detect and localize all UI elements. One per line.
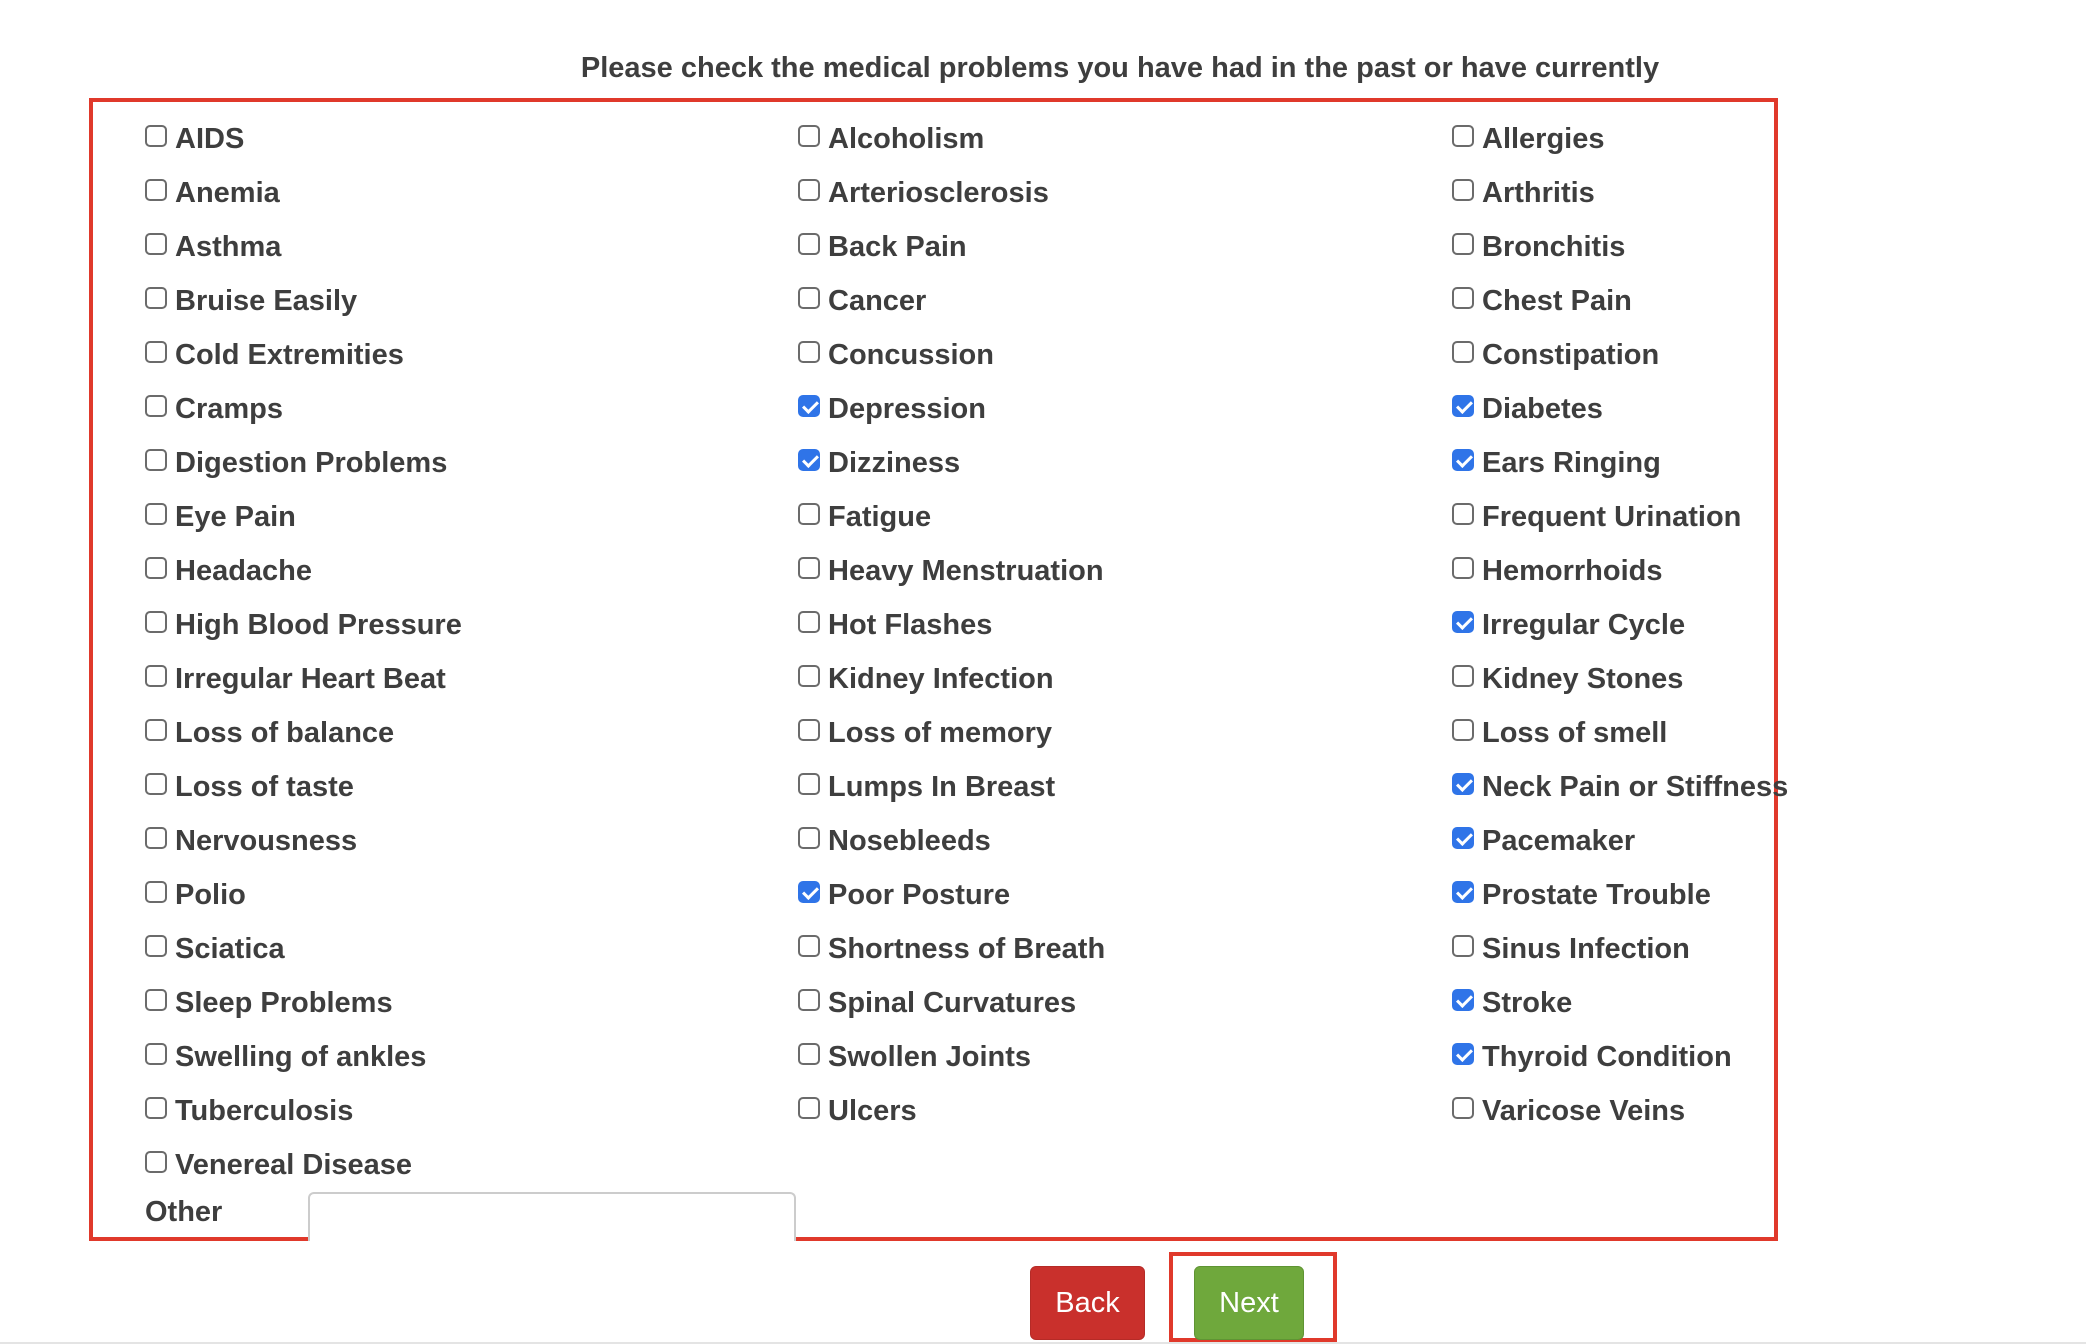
- condition-option-nervousness[interactable]: [145, 814, 462, 868]
- condition-option-loss-of-taste[interactable]: [145, 760, 462, 814]
- checkbox-label: Dizziness: [828, 446, 961, 479]
- checkbox[interactable]: [798, 125, 820, 147]
- condition-option-concussion[interactable]: [798, 328, 1105, 382]
- condition-option-stroke[interactable]: [1452, 976, 1788, 1030]
- checkbox-label: Digestion Problems: [175, 446, 448, 479]
- checkbox-label: Pacemaker: [1482, 824, 1636, 857]
- condition-option-irregular-cycle[interactable]: [1452, 598, 1788, 652]
- checkbox[interactable]: [1452, 989, 1474, 1011]
- condition-option-poor-posture[interactable]: [798, 868, 1105, 922]
- checkbox-label: Alcoholism: [828, 122, 985, 155]
- checkbox[interactable]: [145, 125, 167, 147]
- condition-option-ears-ringing[interactable]: [1452, 436, 1788, 490]
- checkbox[interactable]: [798, 341, 820, 363]
- condition-option-diabetes[interactable]: [1452, 382, 1788, 436]
- checkbox-label: Loss of balance: [175, 716, 395, 749]
- checkbox-label: Cramps: [175, 392, 283, 425]
- condition-option-cold-extremities[interactable]: [145, 328, 462, 382]
- page-heading: Please check the medical problems you have had in the past or have currently: [580, 52, 1660, 84]
- condition-option-venereal-disease[interactable]: [145, 1138, 462, 1192]
- condition-option-bronchitis[interactable]: [1452, 220, 1788, 274]
- condition-option-shortness-of-breath[interactable]: [798, 922, 1105, 976]
- checkbox-label: Irregular Cycle: [1482, 608, 1686, 641]
- checkbox[interactable]: [1452, 125, 1474, 147]
- condition-option-arthritis[interactable]: [1452, 166, 1788, 220]
- checkbox-label: Polio: [175, 878, 246, 911]
- checkbox-label: AIDS: [175, 122, 245, 155]
- condition-column-2: [798, 112, 1105, 1138]
- condition-option-loss-of-memory[interactable]: [798, 706, 1105, 760]
- other-label: Other: [145, 1196, 223, 1228]
- checkbox-label: Headache: [175, 554, 313, 587]
- checkbox-label: Hemorrhoids: [1482, 554, 1663, 587]
- checkbox-label: Varicose Veins: [1482, 1094, 1686, 1127]
- condition-option-asthma[interactable]: [145, 220, 462, 274]
- condition-option-back-pain[interactable]: [798, 220, 1105, 274]
- condition-option-nosebleeds[interactable]: [798, 814, 1105, 868]
- condition-option-allergies[interactable]: [1452, 112, 1788, 166]
- checkbox[interactable]: [798, 503, 820, 525]
- condition-option-loss-of-smell[interactable]: [1452, 706, 1788, 760]
- other-input[interactable]: [308, 1192, 796, 1241]
- checkbox[interactable]: [1452, 233, 1474, 255]
- checkbox[interactable]: [798, 881, 820, 903]
- checkbox-label: Cold Extremities: [175, 338, 404, 371]
- condition-option-sciatica[interactable]: [145, 922, 462, 976]
- checkbox-label: Poor Posture: [828, 878, 1011, 911]
- condition-option-dizziness[interactable]: [798, 436, 1105, 490]
- condition-option-high-blood-pressure[interactable]: [145, 598, 462, 652]
- checkbox[interactable]: [1452, 881, 1474, 903]
- condition-option-swelling-of-ankles[interactable]: [145, 1030, 462, 1084]
- checkbox-label: Kidney Stones: [1482, 662, 1684, 695]
- condition-option-depression[interactable]: [798, 382, 1105, 436]
- checkbox[interactable]: [145, 341, 167, 363]
- checkbox[interactable]: [798, 1097, 820, 1119]
- checkbox-label: Frequent Urination: [1482, 500, 1742, 533]
- checkbox[interactable]: [145, 773, 167, 795]
- checkbox-label: Chest Pain: [1482, 284, 1632, 317]
- checkbox-label: Shortness of Breath: [828, 932, 1106, 965]
- condition-column-3: [1452, 112, 1788, 1138]
- checkbox-label: Allergies: [1482, 122, 1605, 155]
- checkbox[interactable]: [1452, 503, 1474, 525]
- checkbox[interactable]: [145, 449, 167, 471]
- checkbox-label: Heavy Menstruation: [828, 554, 1104, 587]
- checkbox-label: High Blood Pressure: [175, 608, 462, 641]
- checkbox-label: Depression: [828, 392, 986, 425]
- condition-option-thyroid-condition[interactable]: [1452, 1030, 1788, 1084]
- condition-option-alcoholism[interactable]: [798, 112, 1105, 166]
- next-button[interactable]: Next: [1194, 1266, 1304, 1340]
- checkbox-label: Cancer: [828, 284, 927, 317]
- checkbox[interactable]: [145, 827, 167, 849]
- checkbox-label: Nervousness: [175, 824, 358, 857]
- checkbox-label: Nosebleeds: [828, 824, 991, 857]
- checkbox-label: Arthritis: [1482, 176, 1595, 209]
- condition-option-pacemaker[interactable]: [1452, 814, 1788, 868]
- checkbox[interactable]: [145, 395, 167, 417]
- condition-option-irregular-heart-beat[interactable]: [145, 652, 462, 706]
- condition-column-1: [145, 112, 462, 1192]
- condition-option-eye-pain[interactable]: [145, 490, 462, 544]
- checkbox[interactable]: [1452, 1097, 1474, 1119]
- checkbox-label: Sciatica: [175, 932, 285, 965]
- checkbox-label: Diabetes: [1482, 392, 1603, 425]
- checkbox-label: Tuberculosis: [175, 1094, 354, 1127]
- checkbox-label: Swollen Joints: [828, 1040, 1032, 1073]
- condition-option-aids[interactable]: [145, 112, 462, 166]
- condition-option-headache[interactable]: [145, 544, 462, 598]
- checkbox-label: Prostate Trouble: [1482, 878, 1711, 911]
- condition-option-tuberculosis[interactable]: [145, 1084, 462, 1138]
- checkbox-label: Sinus Infection: [1482, 932, 1690, 965]
- condition-option-digestion-problems[interactable]: [145, 436, 462, 490]
- checkbox[interactable]: [798, 611, 820, 633]
- checkbox[interactable]: [145, 233, 167, 255]
- checkbox-label: Venereal Disease: [175, 1148, 413, 1181]
- checkbox[interactable]: [145, 557, 167, 579]
- checkbox-label: Asthma: [175, 230, 282, 263]
- checkbox-label: Bronchitis: [1482, 230, 1626, 263]
- condition-option-chest-pain[interactable]: [1452, 274, 1788, 328]
- checkbox[interactable]: [145, 881, 167, 903]
- checkbox-label: Loss of taste: [175, 770, 354, 803]
- checkbox-label: Stroke: [1482, 986, 1573, 1019]
- checkbox-label: Concussion: [828, 338, 994, 371]
- checkbox-label: Spinal Curvatures: [828, 986, 1077, 1019]
- checkbox[interactable]: [145, 1043, 167, 1065]
- checkbox[interactable]: [145, 1097, 167, 1119]
- checkbox-label: Thyroid Condition: [1482, 1040, 1732, 1073]
- checkbox[interactable]: [1452, 395, 1474, 417]
- checkbox[interactable]: [1452, 719, 1474, 741]
- checkbox[interactable]: [1452, 557, 1474, 579]
- checkbox[interactable]: [1452, 611, 1474, 633]
- checkbox-label: Lumps In Breast: [828, 770, 1056, 803]
- condition-option-kidney-infection[interactable]: [798, 652, 1105, 706]
- checkbox[interactable]: [145, 287, 167, 309]
- checkbox[interactable]: [798, 449, 820, 471]
- checkbox[interactable]: [145, 611, 167, 633]
- checkbox[interactable]: [145, 935, 167, 957]
- checkbox[interactable]: [1452, 449, 1474, 471]
- checkbox-label: Kidney Infection: [828, 662, 1054, 695]
- checkbox[interactable]: [1452, 827, 1474, 849]
- checkbox[interactable]: [798, 1043, 820, 1065]
- checkbox[interactable]: [1452, 935, 1474, 957]
- condition-option-prostate-trouble[interactable]: [1452, 868, 1788, 922]
- checkbox[interactable]: [798, 665, 820, 687]
- checkbox-label: Hot Flashes: [828, 608, 993, 641]
- checkbox[interactable]: [798, 827, 820, 849]
- checkbox[interactable]: [798, 233, 820, 255]
- checkbox-label: Swelling of ankles: [175, 1040, 427, 1073]
- checkbox[interactable]: [1452, 773, 1474, 795]
- checkbox[interactable]: [1452, 1043, 1474, 1065]
- condition-option-hemorrhoids[interactable]: [1452, 544, 1788, 598]
- condition-option-cramps[interactable]: [145, 382, 462, 436]
- checkbox-label: Bruise Easily: [175, 284, 358, 317]
- condition-option-swollen-joints[interactable]: [798, 1030, 1105, 1084]
- checkbox-label: Ears Ringing: [1482, 446, 1661, 479]
- condition-option-sleep-problems[interactable]: [145, 976, 462, 1030]
- checkbox[interactable]: [798, 287, 820, 309]
- checkbox[interactable]: [145, 1151, 167, 1173]
- checkbox-label: Arteriosclerosis: [828, 176, 1049, 209]
- condition-option-spinal-curvatures[interactable]: [798, 976, 1105, 1030]
- checkbox[interactable]: [1452, 287, 1474, 309]
- checkbox[interactable]: [798, 773, 820, 795]
- condition-option-constipation[interactable]: [1452, 328, 1788, 382]
- checkbox-label: Irregular Heart Beat: [175, 662, 446, 695]
- condition-option-ulcers[interactable]: [798, 1084, 1105, 1138]
- checkbox-label: Constipation: [1482, 338, 1660, 371]
- checkbox[interactable]: [798, 935, 820, 957]
- condition-option-cancer[interactable]: [798, 274, 1105, 328]
- checkbox[interactable]: [1452, 179, 1474, 201]
- condition-option-anemia[interactable]: [145, 166, 462, 220]
- condition-option-arteriosclerosis[interactable]: [798, 166, 1105, 220]
- checkbox[interactable]: [145, 719, 167, 741]
- condition-option-sinus-infection[interactable]: [1452, 922, 1788, 976]
- condition-option-varicose-veins[interactable]: [1452, 1084, 1788, 1138]
- checkbox-label: Neck Pain or Stiffness: [1482, 770, 1789, 803]
- checkbox[interactable]: [798, 557, 820, 579]
- checkbox-label: Back Pain: [828, 230, 967, 263]
- condition-option-bruise-easily[interactable]: [145, 274, 462, 328]
- condition-option-neck-pain-or-stiffness[interactable]: [1452, 760, 1788, 814]
- checkbox[interactable]: [145, 503, 167, 525]
- checkbox[interactable]: [798, 719, 820, 741]
- condition-option-loss-of-balance[interactable]: [145, 706, 462, 760]
- condition-option-kidney-stones[interactable]: [1452, 652, 1788, 706]
- condition-option-hot-flashes[interactable]: [798, 598, 1105, 652]
- condition-option-fatigue[interactable]: [798, 490, 1105, 544]
- checkbox-label: Sleep Problems: [175, 986, 393, 1019]
- checkbox-label: Loss of smell: [1482, 716, 1668, 749]
- checkbox[interactable]: [798, 179, 820, 201]
- condition-option-lumps-in-breast[interactable]: [798, 760, 1105, 814]
- back-button[interactable]: Back: [1030, 1266, 1145, 1340]
- checkbox-label: Loss of memory: [828, 716, 1052, 749]
- checkbox[interactable]: [145, 989, 167, 1011]
- checkbox-label: Fatigue: [828, 500, 932, 533]
- condition-option-frequent-urination[interactable]: [1452, 490, 1788, 544]
- checkbox-label: Eye Pain: [175, 500, 296, 533]
- condition-option-heavy-menstruation[interactable]: [798, 544, 1105, 598]
- checkbox[interactable]: [1452, 665, 1474, 687]
- checkbox[interactable]: [798, 989, 820, 1011]
- checkbox[interactable]: [798, 395, 820, 417]
- condition-option-polio[interactable]: [145, 868, 462, 922]
- checkbox-label: Anemia: [175, 176, 280, 209]
- checkbox[interactable]: [1452, 341, 1474, 363]
- checkbox[interactable]: [145, 665, 167, 687]
- checkbox[interactable]: [145, 179, 167, 201]
- checkbox-label: Ulcers: [828, 1094, 917, 1127]
